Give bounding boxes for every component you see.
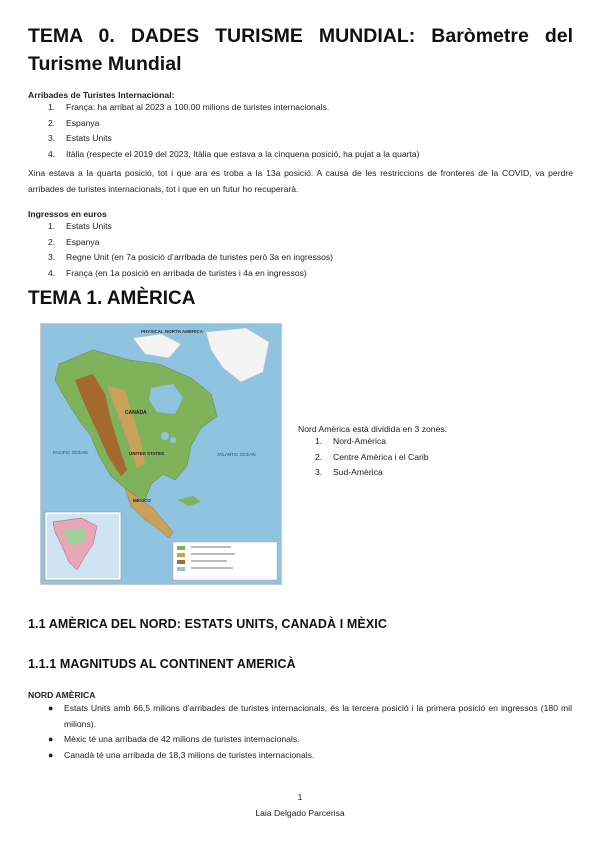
heading-1-1-1: 1.1.1 MAGNITUDS AL CONTINENT AMERICÀ	[28, 657, 296, 671]
arrivals-label: Arribades de Turistes Internacional:	[28, 90, 175, 100]
map-label-atlantic: ATLANTIC OCEAN	[217, 452, 256, 457]
income-label: Ingressos en euros	[28, 209, 107, 219]
map-label-pacific: PACIFIC OCEAN	[53, 450, 88, 455]
list-item: 1. Estats Units	[48, 221, 112, 231]
arrivals-list	[48, 100, 420, 162]
great-lakes-shape-2	[170, 437, 176, 443]
legend-swatch-mountain	[177, 560, 185, 564]
zones-label: Nord Amèrica està dividida en 3 zones:	[298, 424, 448, 434]
legend-swatch-upland	[177, 553, 185, 557]
map-label-usa: UNITED STATES	[129, 451, 165, 456]
north-america-label: NORD AMÈRICA	[28, 690, 96, 700]
list-item: 2. Espanya	[48, 236, 100, 247]
list-item: 3. Sud-Amèrica	[315, 467, 383, 477]
legend-line	[191, 567, 233, 569]
list-item: 4. Itàlia (respecte el 2019 del 2023, Itàlia que estava a la cinquena posició, ha pujat a la quarta)	[48, 148, 420, 159]
list-item: 1. França: ha arribat al 2023 a 100.00 milions de turistes internacionals.	[48, 102, 330, 112]
legend-swatch-ocean	[177, 567, 185, 571]
legend-line	[191, 553, 235, 555]
legend-line	[191, 546, 231, 548]
footer-author: Laia Delgado Parcerisa	[255, 808, 345, 818]
list-item: 3. Estats Units	[48, 133, 112, 143]
section-title-america: TEMA 1. AMÈRICA	[28, 288, 196, 309]
list-item: 4. França (en 1a posició en arribada de turistes i 4a en ingressos)	[48, 267, 307, 278]
zones-list	[315, 434, 429, 481]
list-item: ● Mèxic té una arribada de 42 milions de turistes internacionals.	[48, 734, 300, 744]
north-america-map	[40, 323, 282, 585]
list-item: ● Canadà té una arribada de 18,3 milions de turistes internacionals.	[48, 749, 315, 760]
list-item: 2. Espanya	[48, 117, 100, 128]
map-title: PHYSICAL NORTH AMERICA	[141, 329, 204, 334]
list-item: 3. Regne Unit (en 7a posició d’arribada de turistes però 3a en ingressos)	[48, 252, 334, 262]
map-graphic	[41, 324, 281, 584]
great-lakes-shape	[161, 432, 169, 440]
china-paragraph: Xina estava a la quarta posició, tot i que ara es troba a la 13a posició. A causa de les restriccions de fronteres de la COVID, va perdre arribades de turistes internacionals, tot i que en un futur ho recuperarà.	[28, 168, 573, 194]
map-label-mexico: MEXICO	[133, 498, 151, 503]
north-america-list	[42, 701, 572, 763]
map-label-canada: CANADA	[125, 410, 147, 416]
legend-line	[191, 560, 227, 562]
list-item: 1. Nord-Amèrica	[315, 436, 387, 446]
page-number: 1	[297, 792, 303, 802]
income-list	[48, 219, 333, 281]
legend-swatch-lowland	[177, 546, 185, 550]
heading-1-1: 1.1 AMÈRICA DEL NORD: ESTATS UNITS, CANADÀ I MÈXIC	[28, 617, 387, 631]
list-item: ● Estats Units amb 66,5 milions d’arribades de turistes internacionals, és la tercera posició i la primera posició en ingressos (180 mil milions).	[48, 703, 572, 729]
list-item: 2. Centre Amèrica i el Carib	[315, 451, 429, 462]
page-title: TEMA 0. DADES TURISME MUNDIAL: Baròmetre del Turisme Mundial	[28, 25, 573, 75]
